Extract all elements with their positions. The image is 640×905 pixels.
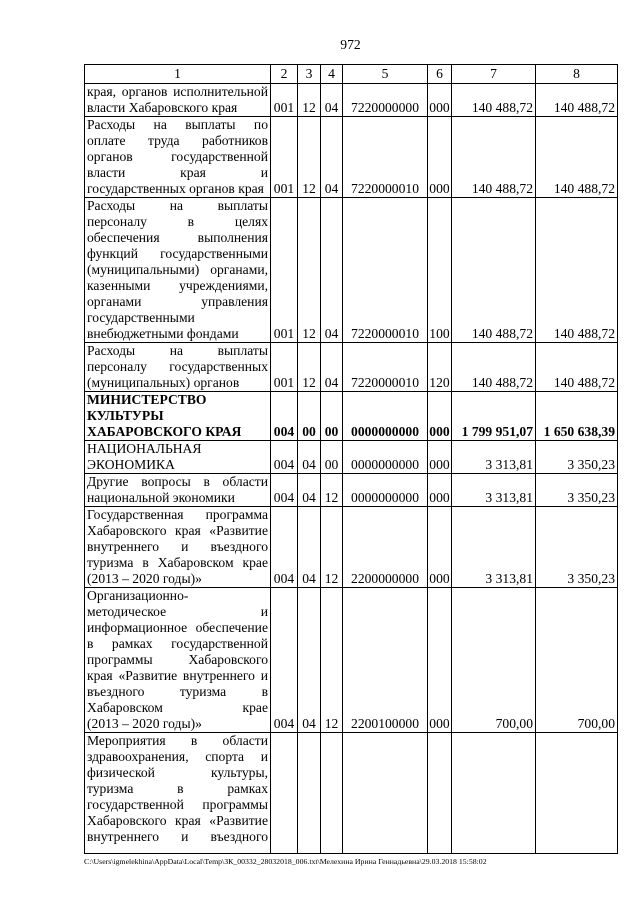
table-header-row (85, 65, 618, 84)
row-name-line: органов государственной (87, 149, 268, 164)
row-name-line: власти края и (87, 165, 268, 180)
row-name-line: Расходы на выплаты (87, 343, 268, 358)
code-cell-col5: 2200000000 (343, 507, 428, 588)
amount-cell-col7: 1 799 951,07 (452, 392, 536, 441)
code-cell-col6: 000 (428, 84, 452, 117)
amount-cell-col8 (536, 733, 618, 854)
code-cell-col5 (343, 733, 428, 854)
code-cell-col6: 000 (428, 441, 452, 474)
code-cell-col6: 000 (428, 588, 452, 733)
row-name-line: власти Хабаровского края (87, 100, 238, 115)
table-row (85, 84, 618, 117)
amount-cell-col7: 700,00 (452, 588, 536, 733)
row-name-line: края, органов исполнительной (87, 84, 268, 99)
row-name-line: информационное обеспечение (87, 620, 268, 635)
code-cell-col2: 004 (271, 507, 298, 588)
amount-cell-col7: 140 488,72 (452, 198, 536, 343)
row-name-line: государственной программы (87, 797, 268, 812)
row-name-cell (85, 84, 271, 117)
code-cell-col3: 04 (298, 441, 321, 474)
row-name-cell (85, 588, 271, 733)
row-name-cell (85, 392, 271, 441)
code-cell-col3: 04 (298, 474, 321, 507)
code-cell-col2: 001 (271, 343, 298, 392)
row-name-line: (муниципальных) органов (87, 375, 240, 390)
page-number: 972 (340, 37, 361, 52)
code-cell-col3: 12 (298, 343, 321, 392)
code-cell-col3: 12 (298, 198, 321, 343)
row-name-cell (85, 343, 271, 392)
column-header-4: 4 (321, 65, 343, 84)
amount-cell-col8: 140 488,72 (536, 84, 618, 117)
code-cell-col5: 7220000010 (343, 117, 428, 198)
code-cell-col5: 7220000010 (343, 198, 428, 343)
row-name-cell (85, 198, 271, 343)
table-row (85, 117, 618, 198)
row-name-line: методическое и (87, 604, 268, 619)
code-cell-col4: 00 (321, 392, 343, 441)
row-name-line: МИНИСТЕРСТВО (87, 392, 207, 407)
code-cell-col4: 04 (321, 84, 343, 117)
code-cell-col5: 2200100000 (343, 588, 428, 733)
table-row (85, 343, 618, 392)
table-row (85, 733, 618, 854)
column-header-6: 6 (428, 65, 452, 84)
code-cell-col2: 001 (271, 84, 298, 117)
column-header-2: 2 (271, 65, 298, 84)
row-name-line: Расходы на выплаты (87, 198, 268, 213)
table-row (85, 441, 618, 474)
column-header-3: 3 (298, 65, 321, 84)
amount-cell-col8: 140 488,72 (536, 343, 618, 392)
code-cell-col6: 120 (428, 343, 452, 392)
row-name-line: края «Развитие внутреннего и (87, 668, 268, 683)
code-cell-col2: 004 (271, 588, 298, 733)
row-name-line: государственных органов края (87, 181, 264, 196)
row-name-cell (85, 507, 271, 588)
table-row (85, 392, 618, 441)
row-name-line: (муниципальными) органами, (87, 262, 268, 277)
amount-cell-col8: 140 488,72 (536, 198, 618, 343)
code-cell-col4 (321, 733, 343, 854)
amount-cell-col7 (452, 733, 536, 854)
row-name-line: Хабаровском крае (87, 700, 268, 715)
code-cell-col3: 04 (298, 588, 321, 733)
row-name-cell (85, 733, 271, 854)
code-cell-col2 (271, 733, 298, 854)
code-cell-col2: 004 (271, 392, 298, 441)
row-name-line: (2013 – 2020 годы)» (87, 716, 202, 731)
code-cell-col3: 12 (298, 84, 321, 117)
row-name-line: оплате труда работников (87, 133, 268, 148)
file-path-footer: C:\Users\igmelekhina\AppData\Local\Temp\ЗК_00332_28032018_006.txt\Мелехина Ирина Геннадьевна\29.03.2018 15:58:02 (84, 857, 487, 866)
row-name-line: национальной экономики (87, 490, 235, 505)
amount-cell-col7: 3 313,81 (452, 441, 536, 474)
row-name-line: внебюджетными фондами (87, 326, 239, 341)
row-name-line: Хабаровского края «Развитие (87, 813, 268, 828)
row-name-line: НАЦИОНАЛЬНАЯ (87, 441, 202, 456)
table-row (85, 507, 618, 588)
row-name-line: Государственная программа (87, 507, 268, 522)
amount-cell-col8: 3 350,23 (536, 507, 618, 588)
row-name-line: здравоохранения, спорта и (87, 749, 268, 764)
code-cell-col5: 0000000000 (343, 441, 428, 474)
column-header-1: 1 (85, 65, 271, 84)
row-name-line: ХАБАРОВСКОГО КРАЯ (87, 424, 242, 439)
amount-cell-col7: 140 488,72 (452, 117, 536, 198)
code-cell-col4: 04 (321, 117, 343, 198)
code-cell-col6: 000 (428, 474, 452, 507)
table-row (85, 588, 618, 733)
row-name-line: (2013 – 2020 годы)» (87, 571, 202, 586)
row-name-line: Другие вопросы в области (87, 474, 268, 489)
amount-cell-col7: 3 313,81 (452, 474, 536, 507)
row-name-line: Мероприятия в области (87, 733, 268, 748)
code-cell-col5: 7220000010 (343, 343, 428, 392)
row-name-line: Хабаровского края «Развитие (87, 523, 268, 538)
code-cell-col6: 000 (428, 507, 452, 588)
code-cell-col2: 004 (271, 441, 298, 474)
row-name-line: государственными (87, 310, 195, 325)
row-name-line: внутреннего и въездного (87, 829, 268, 844)
row-name-line: функций государственными (87, 246, 268, 261)
budget-table (84, 64, 618, 854)
code-cell-col4: 12 (321, 507, 343, 588)
amount-cell-col8: 700,00 (536, 588, 618, 733)
row-name-cell (85, 117, 271, 198)
row-name-line: ЭКОНОМИКА (87, 457, 175, 472)
code-cell-col4: 00 (321, 441, 343, 474)
code-cell-col2: 001 (271, 198, 298, 343)
amount-cell-col7: 3 313,81 (452, 507, 536, 588)
row-name-line: физической культуры, (87, 765, 268, 780)
row-name-line: казенными учреждениями, (87, 278, 268, 293)
row-name-cell (85, 441, 271, 474)
row-name-line: обеспечения выполнения (87, 230, 268, 245)
amount-cell-col8: 3 350,23 (536, 474, 618, 507)
row-name-line: персоналу в целях (87, 214, 268, 229)
column-header-5: 5 (343, 65, 428, 84)
code-cell-col6: 000 (428, 117, 452, 198)
code-cell-col2: 004 (271, 474, 298, 507)
code-cell-col3: 00 (298, 392, 321, 441)
code-cell-col4: 12 (321, 474, 343, 507)
row-name-line: в рамках государственной (87, 636, 268, 651)
amount-cell-col7: 140 488,72 (452, 84, 536, 117)
code-cell-col6: 000 (428, 392, 452, 441)
table-row (85, 198, 618, 343)
code-cell-col4: 04 (321, 198, 343, 343)
row-name-line: туризма в Хабаровском крае (87, 555, 268, 570)
row-name-cell (85, 474, 271, 507)
table-body (85, 84, 618, 854)
row-name-line: КУЛЬТУРЫ (87, 408, 164, 423)
row-name-line: органами управления (87, 294, 268, 309)
code-cell-col3: 04 (298, 507, 321, 588)
code-cell-col6: 100 (428, 198, 452, 343)
row-name-line: въездного туризма в (87, 684, 268, 699)
row-name-line: внутреннего и въездного (87, 539, 268, 554)
amount-cell-col7: 140 488,72 (452, 343, 536, 392)
row-name-line: туризма в рамках (87, 781, 268, 796)
amount-cell-col8: 3 350,23 (536, 441, 618, 474)
code-cell-col4: 04 (321, 343, 343, 392)
row-name-line: персоналу государственных (87, 359, 268, 374)
row-name-line: Расходы на выплаты по (87, 117, 268, 132)
column-header-8: 8 (536, 65, 618, 84)
code-cell-col5: 0000000000 (343, 392, 428, 441)
code-cell-col6 (428, 733, 452, 854)
row-name-line: программы Хабаровского (87, 652, 268, 667)
amount-cell-col8: 140 488,72 (536, 117, 618, 198)
table-row (85, 474, 618, 507)
row-name-line: Организационно- (87, 588, 189, 603)
code-cell-col4: 12 (321, 588, 343, 733)
column-header-7: 7 (452, 65, 536, 84)
amount-cell-col8: 1 650 638,39 (536, 392, 618, 441)
code-cell-col5: 7220000000 (343, 84, 428, 117)
code-cell-col2: 001 (271, 117, 298, 198)
code-cell-col5: 0000000000 (343, 474, 428, 507)
code-cell-col3 (298, 733, 321, 854)
code-cell-col3: 12 (298, 117, 321, 198)
